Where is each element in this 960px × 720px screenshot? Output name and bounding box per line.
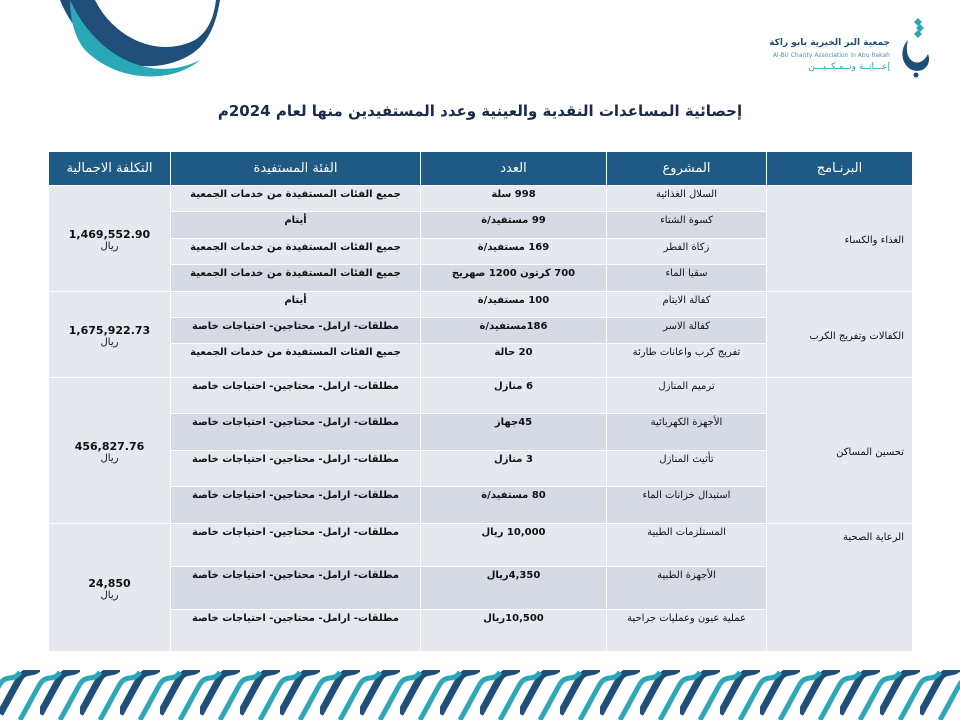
program-cell: الغذاء والكساء — [767, 186, 913, 292]
count-cell: 20 حالة — [421, 344, 607, 378]
category-cell: جميع الفئات المستفيدة من خدمات الجمعية — [171, 265, 421, 292]
header-project: المشروع — [607, 152, 767, 186]
count-cell: 186مستفيد/ة — [421, 318, 607, 344]
category-cell: جميع الفئات المستفيدة من خدمات الجمعية — [171, 239, 421, 265]
cost-unit: ريال — [100, 241, 119, 252]
category-cell: مطلقات- ارامل- محتاجين- احتياجات خاصة — [171, 318, 421, 344]
category-cell: مطلقات- ارامل- محتاجين- احتياجات خاصة — [171, 487, 421, 524]
total-cost-cell — [49, 292, 171, 378]
project-cell: عملية عيون وعمليات جراحية — [607, 610, 767, 652]
cost-value: 456,827.76 — [74, 440, 145, 453]
project-cell: استبدال خزانات الماء — [607, 487, 767, 524]
total-cost-cell — [49, 524, 171, 652]
count-cell: 10,500ريال — [421, 610, 607, 652]
count-cell: 700 كرتون 1200 صهريج — [421, 265, 607, 292]
logo-name-arabic: جمعية البر الخيرية بابو راكة — [769, 38, 890, 48]
table-row — [49, 378, 913, 414]
category-cell: جميع الفئات المستفيدة من خدمات الجمعية — [171, 186, 421, 212]
association-logo — [769, 10, 936, 80]
count-cell: 998 سلة — [421, 186, 607, 212]
assistance-statistics-table — [48, 151, 913, 652]
count-cell: 10,000 ريال — [421, 524, 607, 567]
cost-value: 1,675,922.73 — [68, 324, 151, 337]
decorative-pattern-band — [0, 670, 960, 720]
cost-unit: ريال — [100, 590, 119, 601]
project-cell: كفالة الايتام — [607, 292, 767, 318]
decorative-swoosh — [0, 0, 240, 110]
count-cell: 80 مستفيد/ة — [421, 487, 607, 524]
program-cell: الكفالات وتفريج الكرب — [767, 292, 913, 378]
count-cell: 3 منازل — [421, 451, 607, 487]
category-cell: مطلقات- ارامل- محتاجين- احتياجات خاصة — [171, 414, 421, 451]
program-cell: تحسين المساكن — [767, 378, 913, 524]
count-cell: 169 مستفيد/ة — [421, 239, 607, 265]
header-program: البرنـامج — [767, 152, 913, 186]
category-cell: أيتام — [171, 212, 421, 239]
page-title: إحصائية المساعدات النقدية والعينية وعدد المستفيدين منها لعام 2024م — [217, 102, 743, 120]
cost-value: 24,850 — [88, 577, 131, 590]
count-cell: 6 منازل — [421, 378, 607, 414]
project-cell: ترميم المنازل — [607, 378, 767, 414]
table-header-row — [49, 152, 913, 186]
total-cost-cell — [49, 186, 171, 292]
count-cell: 100 مستفيد/ة — [421, 292, 607, 318]
table-row — [49, 292, 913, 318]
count-cell: 4,350ريال — [421, 567, 607, 610]
project-cell: زكاة الفطر — [607, 239, 767, 265]
cost-unit: ريال — [100, 337, 119, 348]
cost-value: 1,469,552.90 — [68, 228, 151, 241]
project-cell: المستلزمات الطبية — [607, 524, 767, 567]
count-cell: 99 مستفيد/ة — [421, 212, 607, 239]
total-cost-cell — [49, 378, 171, 524]
project-cell: السلال الغذائية — [607, 186, 767, 212]
category-cell: مطلقات- ارامل- محتاجين- احتياجات خاصة — [171, 451, 421, 487]
logo-tagline: إعـــانــة وتــمـكــيـــن — [808, 62, 890, 72]
cost-unit: ريال — [100, 453, 119, 464]
table-row — [49, 186, 913, 212]
program-cell: الرعاية الصحية — [767, 524, 913, 652]
project-cell: كفالة الاسر — [607, 318, 767, 344]
category-cell: أيتام — [171, 292, 421, 318]
logo-name-english: Al-Bir Charity Association in Abu Rakah — [772, 52, 890, 59]
project-cell: تفريج كرب واعانات طارئة — [607, 344, 767, 378]
category-cell: مطلقات- ارامل- محتاجين- احتياجات خاصة — [171, 524, 421, 567]
header-category: الفئة المستفيدة — [171, 152, 421, 186]
project-cell: سقيا الماء — [607, 265, 767, 292]
project-cell: الأجهزة الكهربائية — [607, 414, 767, 451]
project-cell: كسوة الشتاء — [607, 212, 767, 239]
header-total-cost: التكلفة الاجمالية — [49, 152, 171, 186]
category-cell: مطلقات- ارامل- محتاجين- احتياجات خاصة — [171, 610, 421, 652]
header-count: العدد — [421, 152, 607, 186]
count-cell: 45جهاز — [421, 414, 607, 451]
project-cell: تأثيث المنازل — [607, 451, 767, 487]
category-cell: مطلقات- ارامل- محتاجين- احتياجات خاصة — [171, 567, 421, 610]
category-cell: جميع الفئات المستفيدة من خدمات الجمعية — [171, 344, 421, 378]
category-cell: مطلقات- ارامل- محتاجين- احتياجات خاصة — [171, 378, 421, 414]
project-cell: الأجهزة الطبية — [607, 567, 767, 610]
logo-mark-icon — [894, 14, 936, 78]
table-row — [49, 524, 913, 567]
